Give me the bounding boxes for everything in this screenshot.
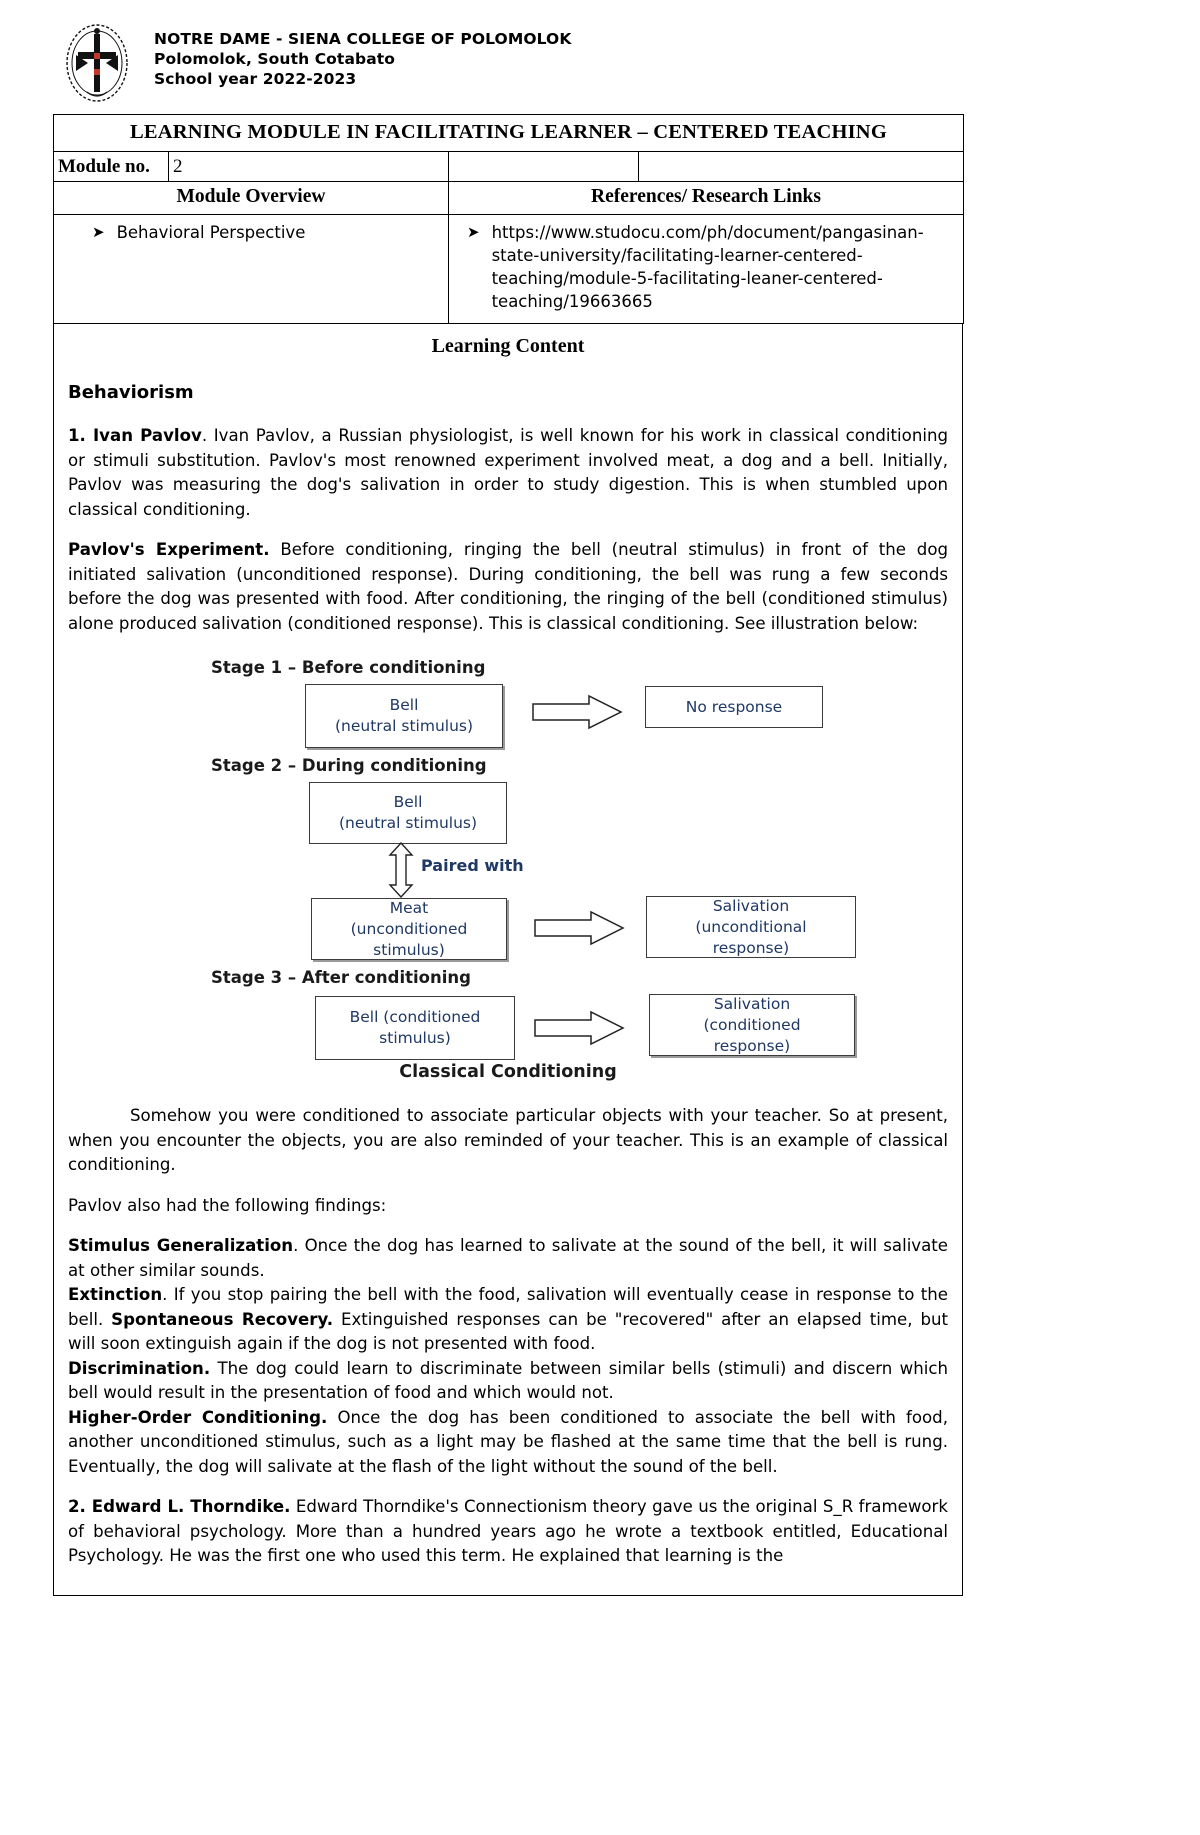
stage1-stimulus-box <box>305 684 503 748</box>
learning-content-box <box>53 324 963 1596</box>
stage2-response-line1: Salivation <box>712 896 790 915</box>
school-seal-icon <box>60 22 134 104</box>
experiment-label: Pavlov's Experiment. <box>68 540 270 559</box>
stage3-label: Stage 3 – After conditioning <box>211 968 471 987</box>
stage2-stimulus-line2: (neutral stimulus) <box>338 814 478 832</box>
right-block-arrow-icon <box>531 694 623 730</box>
stage3-stimulus-line1: Bell (conditioned <box>349 1008 481 1026</box>
arrow-bullet-icon: ➤ <box>467 223 480 241</box>
list-item <box>457 221 955 313</box>
finding-text: Once the dog has been conditioned to associate the bell with food, another unconditioned stimulus, such as a light may be flashed at the same time that the bell is rung. Eventually, the dog will salivate at the flash of the light without the sound of the bell. <box>68 1407 948 1476</box>
letterhead <box>52 22 1148 104</box>
meat-line2: (unconditioned <box>350 919 468 938</box>
paragraph-findings-intro: Pavlov also had the following findings: <box>68 1195 387 1215</box>
stage2-response-line3: response) <box>712 938 790 957</box>
finding-label: Higher-Order Conditioning. <box>68 1407 328 1427</box>
overview-item-text: Behavioral Perspective <box>116 223 306 242</box>
module-no-value: 2 <box>169 152 449 182</box>
school-name-block <box>154 22 571 89</box>
stage1-stimulus-line2: (neutral stimulus) <box>334 717 474 735</box>
reference-link[interactable]: https://www.studocu.com/ph/document/pangasinan-state-university/facilitating-learner-centered-teaching/module-5-facilitating-leaner-centered-teaching/19663665 <box>491 223 924 311</box>
thorndike-text: Edward Thorndike's Connectionism theory gave us the original S_R framework of behavioral psychology. More than a hundred years ago he wrote a textbook entitled, Educational Psychology. He was the first one who used this term. He explained that learning is the <box>68 1497 948 1565</box>
table-row-title <box>54 115 964 152</box>
stage3-response-line2: (conditioned <box>703 1015 801 1034</box>
stage1-stimulus-line1: Bell <box>389 696 419 714</box>
behaviorism-heading: Behaviorism <box>68 382 194 403</box>
stage3-response-line1: Salivation <box>713 994 791 1013</box>
stage3-stimulus-line2: stimulus) <box>379 1029 451 1047</box>
finding-text: . If you stop pairing the bell with the food, salivation will eventually cease in response to the bell. <box>68 1285 948 1329</box>
table-row-headers <box>54 182 964 215</box>
paragraph-somehow: Somehow you were conditioned to associate particular objects with your teacher. So at present, when you encounter the objects, you are also reminded of your teacher. This is an example of classical conditioning. <box>68 1106 948 1174</box>
right-block-arrow-icon <box>533 910 625 946</box>
stage2-stimulus-line1: Bell <box>393 793 423 811</box>
pavlov-text: . Ivan Pavlov, a Russian physiologist, is well known for his work in classical conditioning or stimuli substitution. Pavlov's most renowned experiment involved meat, a dog and a bell. Initially, Pavlov was measuring the dog's salivation in order to study digestion. This is when stumbled upon classical conditioning. <box>68 426 948 519</box>
learning-content-title: Learning Content <box>431 335 585 357</box>
stage2-unconditioned-stimulus-box <box>311 898 507 960</box>
overview-cell <box>54 215 449 324</box>
classical-conditioning-diagram <box>113 658 903 1082</box>
stage3-response-box <box>649 994 855 1056</box>
finding-text: The dog could learn to discriminate between similar bells (stimuli) and discern which bell would result in the presentation of food and which would not. <box>68 1358 948 1402</box>
vertical-double-arrow-icon <box>388 842 414 902</box>
school-year: School year 2022-2023 <box>154 70 357 88</box>
stage2-label: Stage 2 – During conditioning <box>211 756 487 775</box>
pavlov-label: 1. Ivan Pavlov <box>68 426 202 445</box>
finding-stimulus-generalization <box>68 1234 948 1283</box>
paragraph-pavlov <box>68 424 948 522</box>
paired-with-label: Paired with <box>421 856 524 875</box>
references-cell <box>449 215 964 324</box>
table-row-content <box>54 215 964 324</box>
arrow-bullet-icon: ➤ <box>92 223 105 241</box>
school-address: Polomolok, South Cotabato <box>154 50 396 68</box>
finding-label: Discrimination. <box>68 1358 211 1378</box>
finding-higher-order <box>68 1406 948 1480</box>
finding-text: Extinguished responses can be "recovered" after an elapsed time, but will soon extinguish again if the dog is not presented with food. <box>68 1309 949 1353</box>
finding-text: . Once the dog has learned to salivate at the sound of the bell, it will salivate at other similar sounds. <box>68 1236 949 1280</box>
right-block-arrow-icon <box>533 1010 625 1046</box>
empty-cell-1 <box>449 152 639 182</box>
finding-label: Spontaneous Recovery. <box>111 1309 334 1329</box>
finding-label: Extinction <box>68 1285 163 1304</box>
meat-line1: Meat <box>389 898 429 917</box>
finding-extinction <box>68 1283 948 1357</box>
paragraph-experiment <box>68 538 948 636</box>
experiment-text: Before conditioning, ringing the bell (neutral stimulus) in front of the dog initiated salivation (unconditioned response). During conditioning, the bell was rung a few seconds before the dog was presented with food. After conditioning, the ringing of the bell (conditioned stimulus) alone produced salivation (conditioned response). This is classical conditioning. See illustration below: <box>68 540 948 633</box>
module-title: LEARNING MODULE IN FACILITATING LEARNER – CENTERED TEACHING <box>54 115 964 152</box>
empty-cell-2 <box>639 152 964 182</box>
stage3-stimulus-box <box>315 996 515 1060</box>
stage1-response-box: No response <box>645 686 823 728</box>
module-info-table <box>53 114 964 324</box>
school-name: NOTRE DAME - SIENA COLLEGE OF POLOMOLOK <box>154 30 572 48</box>
stage2-response-line2: (unconditional <box>695 917 807 936</box>
meat-line3: stimulus) <box>373 940 445 959</box>
table-row-module-no <box>54 152 964 182</box>
stage3-response-line3: response) <box>713 1036 791 1055</box>
list-item <box>62 221 440 244</box>
stage1-label: Stage 1 – Before conditioning <box>211 658 486 677</box>
stage2-response-box <box>646 896 856 958</box>
stage2-stimulus-box <box>309 782 507 844</box>
diagram-caption: Classical Conditioning <box>399 1062 617 1082</box>
column-header-references: References/ Research Links <box>449 182 964 215</box>
column-header-overview: Module Overview <box>54 182 449 215</box>
module-no-label: Module no. <box>54 152 169 182</box>
finding-discrimination <box>68 1357 948 1406</box>
finding-label: Stimulus Generalization <box>68 1236 294 1255</box>
thorndike-label: 2. Edward L. Thorndike. <box>68 1497 291 1516</box>
paragraph-thorndike <box>68 1495 948 1569</box>
